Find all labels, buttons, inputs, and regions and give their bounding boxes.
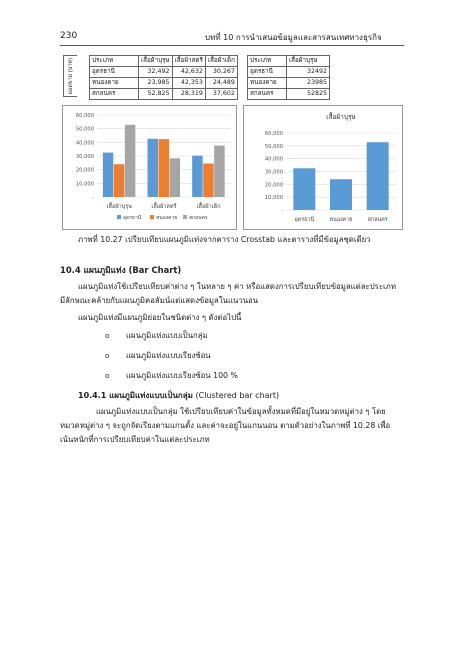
- table-row: [248, 67, 330, 78]
- y-tick-label: 30,000: [264, 169, 283, 176]
- y-tick-label: 40,000: [75, 140, 94, 147]
- subsection-heading-rest: (Clustered bar chart): [192, 391, 280, 400]
- single-series-table: [247, 55, 330, 100]
- y-tick-label: 50,000: [75, 126, 94, 133]
- table-cell: 37,602: [205, 89, 237, 100]
- table-header-cell: เสื้อผ้าเด็ก: [205, 56, 237, 67]
- legend-swatch: [150, 215, 154, 219]
- table-cell: 32,492: [139, 67, 173, 78]
- crosstab-side-label: ยอดขาย (บาท): [63, 55, 77, 97]
- y-tick-label: -: [92, 195, 94, 201]
- subsection-heading-bold: 10.4.1 แผนภูมิแท่งแบบเป็นกลุ่ม: [78, 391, 193, 400]
- legend-label: สกลนคร: [189, 215, 208, 221]
- bar: [330, 179, 352, 210]
- x-tick-label: หนองคาย: [329, 217, 353, 223]
- bullet-item: แผนภูมิแท่งแบบเรียงซ้อน 100 %: [126, 371, 238, 380]
- bullet-item: แผนภูมิแท่งแบบเรียงซ้อน: [126, 351, 211, 360]
- paragraph-line: แผนภูมิแท่งใช้เปรียบเทียบค่าต่าง ๆ ในหลาย ๆ ค่า หรือแสดงการเปรียบเทียบข้อมูลแต่ละประเภท: [78, 282, 396, 291]
- x-tick-label: เสื้อผ้าบุรุษ: [106, 204, 133, 210]
- bar: [203, 164, 214, 197]
- table-cell: สกลนคร: [90, 89, 139, 100]
- bullet-marker: o: [105, 372, 110, 380]
- table-row: [90, 78, 238, 89]
- y-tick-label: 30,000: [75, 154, 94, 160]
- x-tick-label: เสื้อผ้าเด็ก: [196, 204, 221, 210]
- table-header-row: [90, 56, 238, 67]
- bar: [367, 142, 389, 210]
- bar: [148, 139, 159, 197]
- single-series-chart-frame: [243, 105, 403, 230]
- y-tick-label: 10,000: [264, 195, 283, 202]
- x-tick-label: อุดรธานี: [294, 217, 315, 223]
- table-row: [248, 89, 330, 100]
- table-row: [90, 67, 238, 78]
- legend-label: หนองคาย: [156, 215, 178, 221]
- y-tick-label: 20,000: [75, 167, 94, 174]
- table-cell: 23985: [287, 78, 330, 89]
- table-cell: 28,319: [172, 89, 205, 100]
- paragraph-line: หมวดหมู่ต่าง ๆ จะถูกจัดเรียงตามแกนตั้ง และค่าจะอยู่ในแกนนอน ตามตัวอย่างในภาพที่ 10.28 เพื่อ: [60, 421, 391, 430]
- table-cell: 42,353: [172, 78, 205, 89]
- table-header-cell: ประเภท: [90, 56, 139, 67]
- y-tick-label: 10,000: [75, 181, 94, 188]
- bullet-marker: o: [105, 352, 110, 360]
- table-row: [248, 78, 330, 89]
- subsection-heading: [78, 389, 279, 402]
- y-tick-label: -: [281, 208, 283, 214]
- table-header-cell: เสื้อผ้าบุรุษ: [139, 56, 173, 67]
- clustered-column-chart-frame: [62, 105, 237, 230]
- table-cell: 52,825: [139, 89, 173, 100]
- paragraph-line: แผนภูมิแท่งมีแผนภูมิย่อยในชนิดต่าง ๆ ดังต่อไปนี้: [78, 313, 242, 322]
- crosstab-table: [89, 55, 238, 100]
- table-cell: หนองคาย: [248, 78, 287, 89]
- bullet-item: แผนภูมิแท่งแบบเป็นกลุ่ม: [126, 331, 208, 340]
- table-cell: อุดรธานี: [248, 67, 287, 78]
- table-cell: สกลนคร: [248, 89, 287, 100]
- paragraph-line: มีลักษณะคล้ายกับแผนภูมิคอลัมน์แต่แสดงข้อมูลในแนวนอน: [60, 296, 259, 305]
- single-series-chart: [244, 106, 404, 231]
- bar: [192, 156, 203, 197]
- y-tick-label: 60,000: [75, 113, 94, 119]
- bar: [159, 139, 170, 197]
- bar: [214, 146, 225, 197]
- table-header-cell: เสื้อผ้าสตรี: [172, 56, 205, 67]
- table-row: [90, 89, 238, 100]
- table-header-row: [248, 56, 330, 67]
- table-cell: หนองคาย: [90, 78, 139, 89]
- legend-swatch: [117, 215, 121, 219]
- bullet-marker: o: [105, 332, 110, 340]
- x-tick-label: เสื้อผ้าสตรี: [151, 204, 177, 210]
- section-heading: 10.4 แผนภูมิแท่ง (Bar Chart): [60, 265, 182, 275]
- bar: [103, 153, 114, 197]
- table-header-cell: ประเภท: [248, 56, 287, 67]
- table-cell: 42,632: [172, 67, 205, 78]
- bar: [170, 158, 181, 197]
- y-tick-label: 50,000: [264, 143, 283, 150]
- bar: [114, 164, 125, 197]
- table-cell: 23,985: [139, 78, 173, 89]
- clustered-column-chart: [63, 106, 238, 231]
- legend-label: อุดรธานี: [123, 215, 142, 221]
- table-cell: 32492: [287, 67, 330, 78]
- table-cell: 30,267: [205, 67, 237, 78]
- bar: [293, 168, 315, 210]
- table-header-cell: เสื้อผ้าบุรุษ: [287, 56, 330, 67]
- table-cell: 24,489: [205, 78, 237, 89]
- header-rule: [60, 45, 404, 46]
- running-header: บทที่ 10 การนำเสนอข้อมูลและสารสนเทศทางธุรกิจ: [205, 33, 382, 42]
- table-cell: อุดรธานี: [90, 67, 139, 78]
- table-cell: 52825: [287, 89, 330, 100]
- paragraph-line: เน้นหนักที่การเปรียบเทียบค่าในแต่ละประเภท: [60, 435, 210, 444]
- paragraph-line: แผนภูมิแท่งแบบเป็นกลุ่ม ใช้เปรียบเทียบค่าในข้อมูลทั้งหมดที่มีอยู่ในหมวดหมู่ต่าง ๆ โดย: [96, 407, 386, 416]
- page-number: 230: [60, 31, 78, 41]
- bar: [125, 125, 136, 197]
- x-tick-label: สกลนคร: [367, 217, 388, 223]
- figure-caption: ภาพที่ 10.27 เปรียบเทียบแผนภูมิแท่งจากตาราง Crosstab และตารางที่มีข้อมูลชุดเดียว: [78, 235, 371, 244]
- legend-swatch: [183, 215, 187, 219]
- y-tick-label: 20,000: [264, 182, 283, 189]
- chart-title: เสื้อผ้าบุรุษ: [326, 113, 356, 121]
- y-tick-label: 40,000: [264, 156, 283, 163]
- y-tick-label: 60,000: [264, 131, 283, 137]
